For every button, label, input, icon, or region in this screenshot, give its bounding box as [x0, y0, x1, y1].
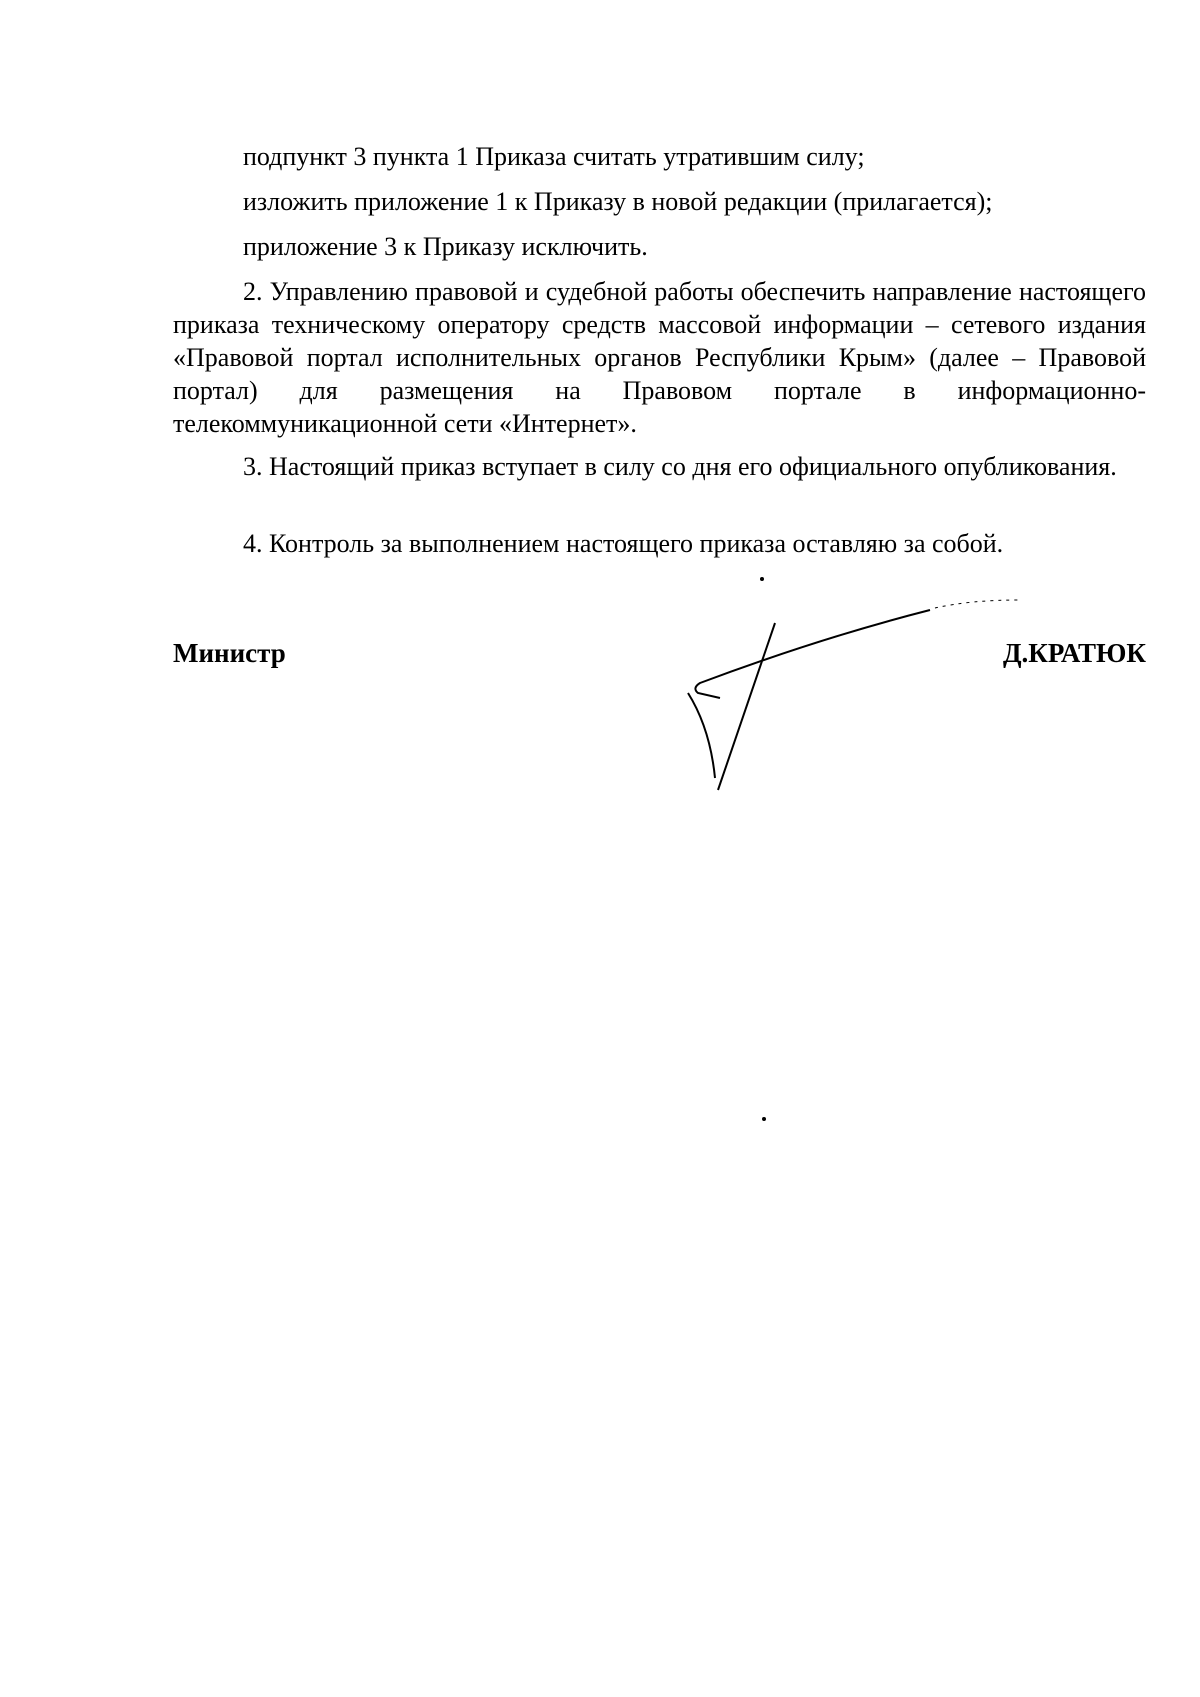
paragraph-item-3: 3. Настоящий приказ вступает в силу со дня его официального опубликования. — [243, 452, 1117, 481]
paragraph-item-4: 4. Контроль за выполнением настоящего приказа оставляю за собой. — [243, 529, 1004, 558]
signatory-name: Д.КРАТЮК — [1002, 638, 1146, 668]
handwritten-signature — [680, 598, 1040, 798]
scan-speck — [760, 577, 764, 581]
paragraph-item-2: 2. Управлению правовой и судебной работы обеспечить направление настоящего приказа техническому оператору средств массовой информации – сетевого издания «Правовой портал исполнительных органов Республики Крым» (далее – Правовой портал) для размещения на Правовом портале в информационно-телекоммуникационной сети «Интернет». — [173, 277, 1146, 438]
position-title: Министр — [173, 638, 286, 668]
paragraph-appendix-3: приложение 3 к Приказу исключить. — [243, 232, 648, 261]
scan-speck — [762, 1117, 766, 1121]
paragraph-appendix-1: изложить приложение 1 к Приказу в новой редакции (прилагается); — [243, 187, 993, 216]
paragraph-subpoint-3: подпункт 3 пункта 1 Приказа считать утратившим силу; — [243, 142, 865, 171]
